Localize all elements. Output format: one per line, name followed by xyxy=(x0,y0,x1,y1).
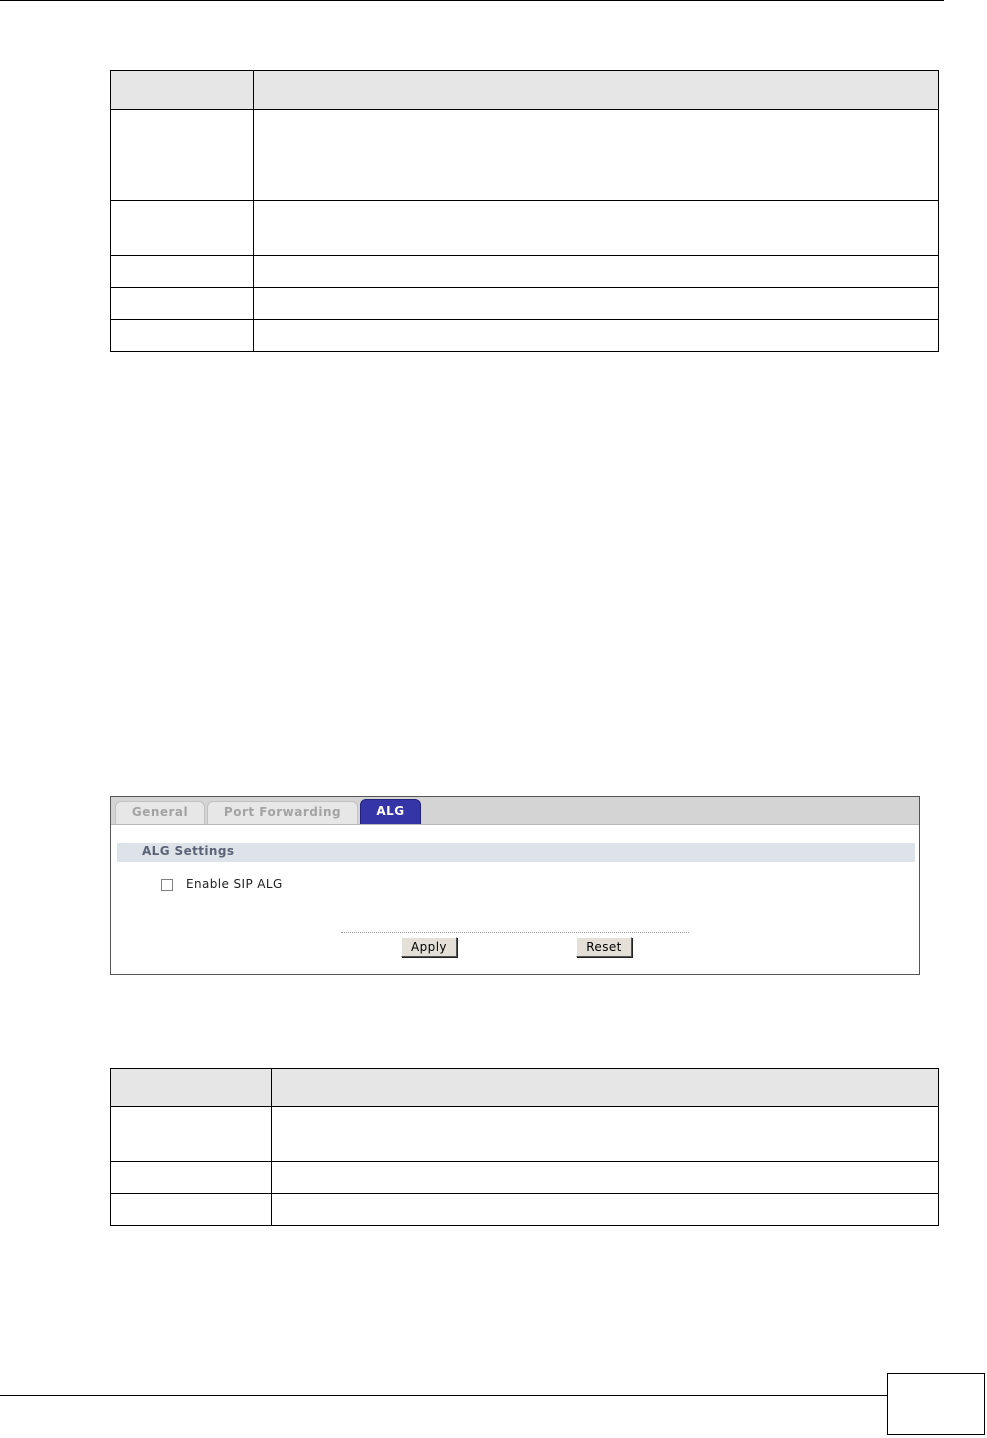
table-cell xyxy=(254,320,939,352)
apply-button[interactable]: Apply xyxy=(401,937,457,957)
tab-bar xyxy=(111,797,919,825)
table-cell xyxy=(254,288,939,320)
table-cell xyxy=(111,288,254,320)
table-cell xyxy=(254,256,939,288)
tab-general[interactable]: General xyxy=(115,801,205,824)
table-cell xyxy=(111,110,254,201)
page-number-box xyxy=(887,1373,985,1435)
table-cell xyxy=(254,201,939,256)
table-row xyxy=(111,110,939,201)
header-rule xyxy=(0,0,944,1)
table-row xyxy=(111,320,939,352)
table-cell xyxy=(111,201,254,256)
tab-alg[interactable]: ALG xyxy=(360,799,421,824)
enable-sip-alg-label: Enable SIP ALG xyxy=(186,877,283,891)
footer-rule xyxy=(0,1395,888,1396)
field-description-table-2 xyxy=(110,1068,939,1226)
enable-sip-alg-checkbox[interactable] xyxy=(161,879,173,891)
table-cell xyxy=(111,1194,272,1226)
table-cell xyxy=(111,1162,272,1194)
table-header-cell xyxy=(254,71,939,110)
table-row xyxy=(111,1162,939,1194)
table-header-cell xyxy=(111,71,254,110)
table-row xyxy=(111,288,939,320)
alg-settings-screenshot xyxy=(110,796,920,975)
table-cell xyxy=(272,1194,939,1226)
table-header-row xyxy=(111,71,939,110)
table-cell xyxy=(111,320,254,352)
table-cell xyxy=(272,1162,939,1194)
table-cell xyxy=(272,1107,939,1162)
section-header xyxy=(117,843,915,862)
table-row xyxy=(111,1107,939,1162)
table-cell xyxy=(111,256,254,288)
divider xyxy=(341,932,689,933)
table-header-cell xyxy=(111,1069,272,1107)
table-cell xyxy=(254,110,939,201)
section-title: ALG Settings xyxy=(142,844,235,858)
field-description-table-1 xyxy=(110,70,939,352)
table-cell xyxy=(111,1107,272,1162)
table-row xyxy=(111,201,939,256)
table-header-cell xyxy=(272,1069,939,1107)
table-row xyxy=(111,256,939,288)
table-row xyxy=(111,1194,939,1226)
tab-port-forwarding[interactable]: Port Forwarding xyxy=(207,801,358,824)
reset-button[interactable]: Reset xyxy=(576,937,632,957)
table-header-row xyxy=(111,1069,939,1107)
